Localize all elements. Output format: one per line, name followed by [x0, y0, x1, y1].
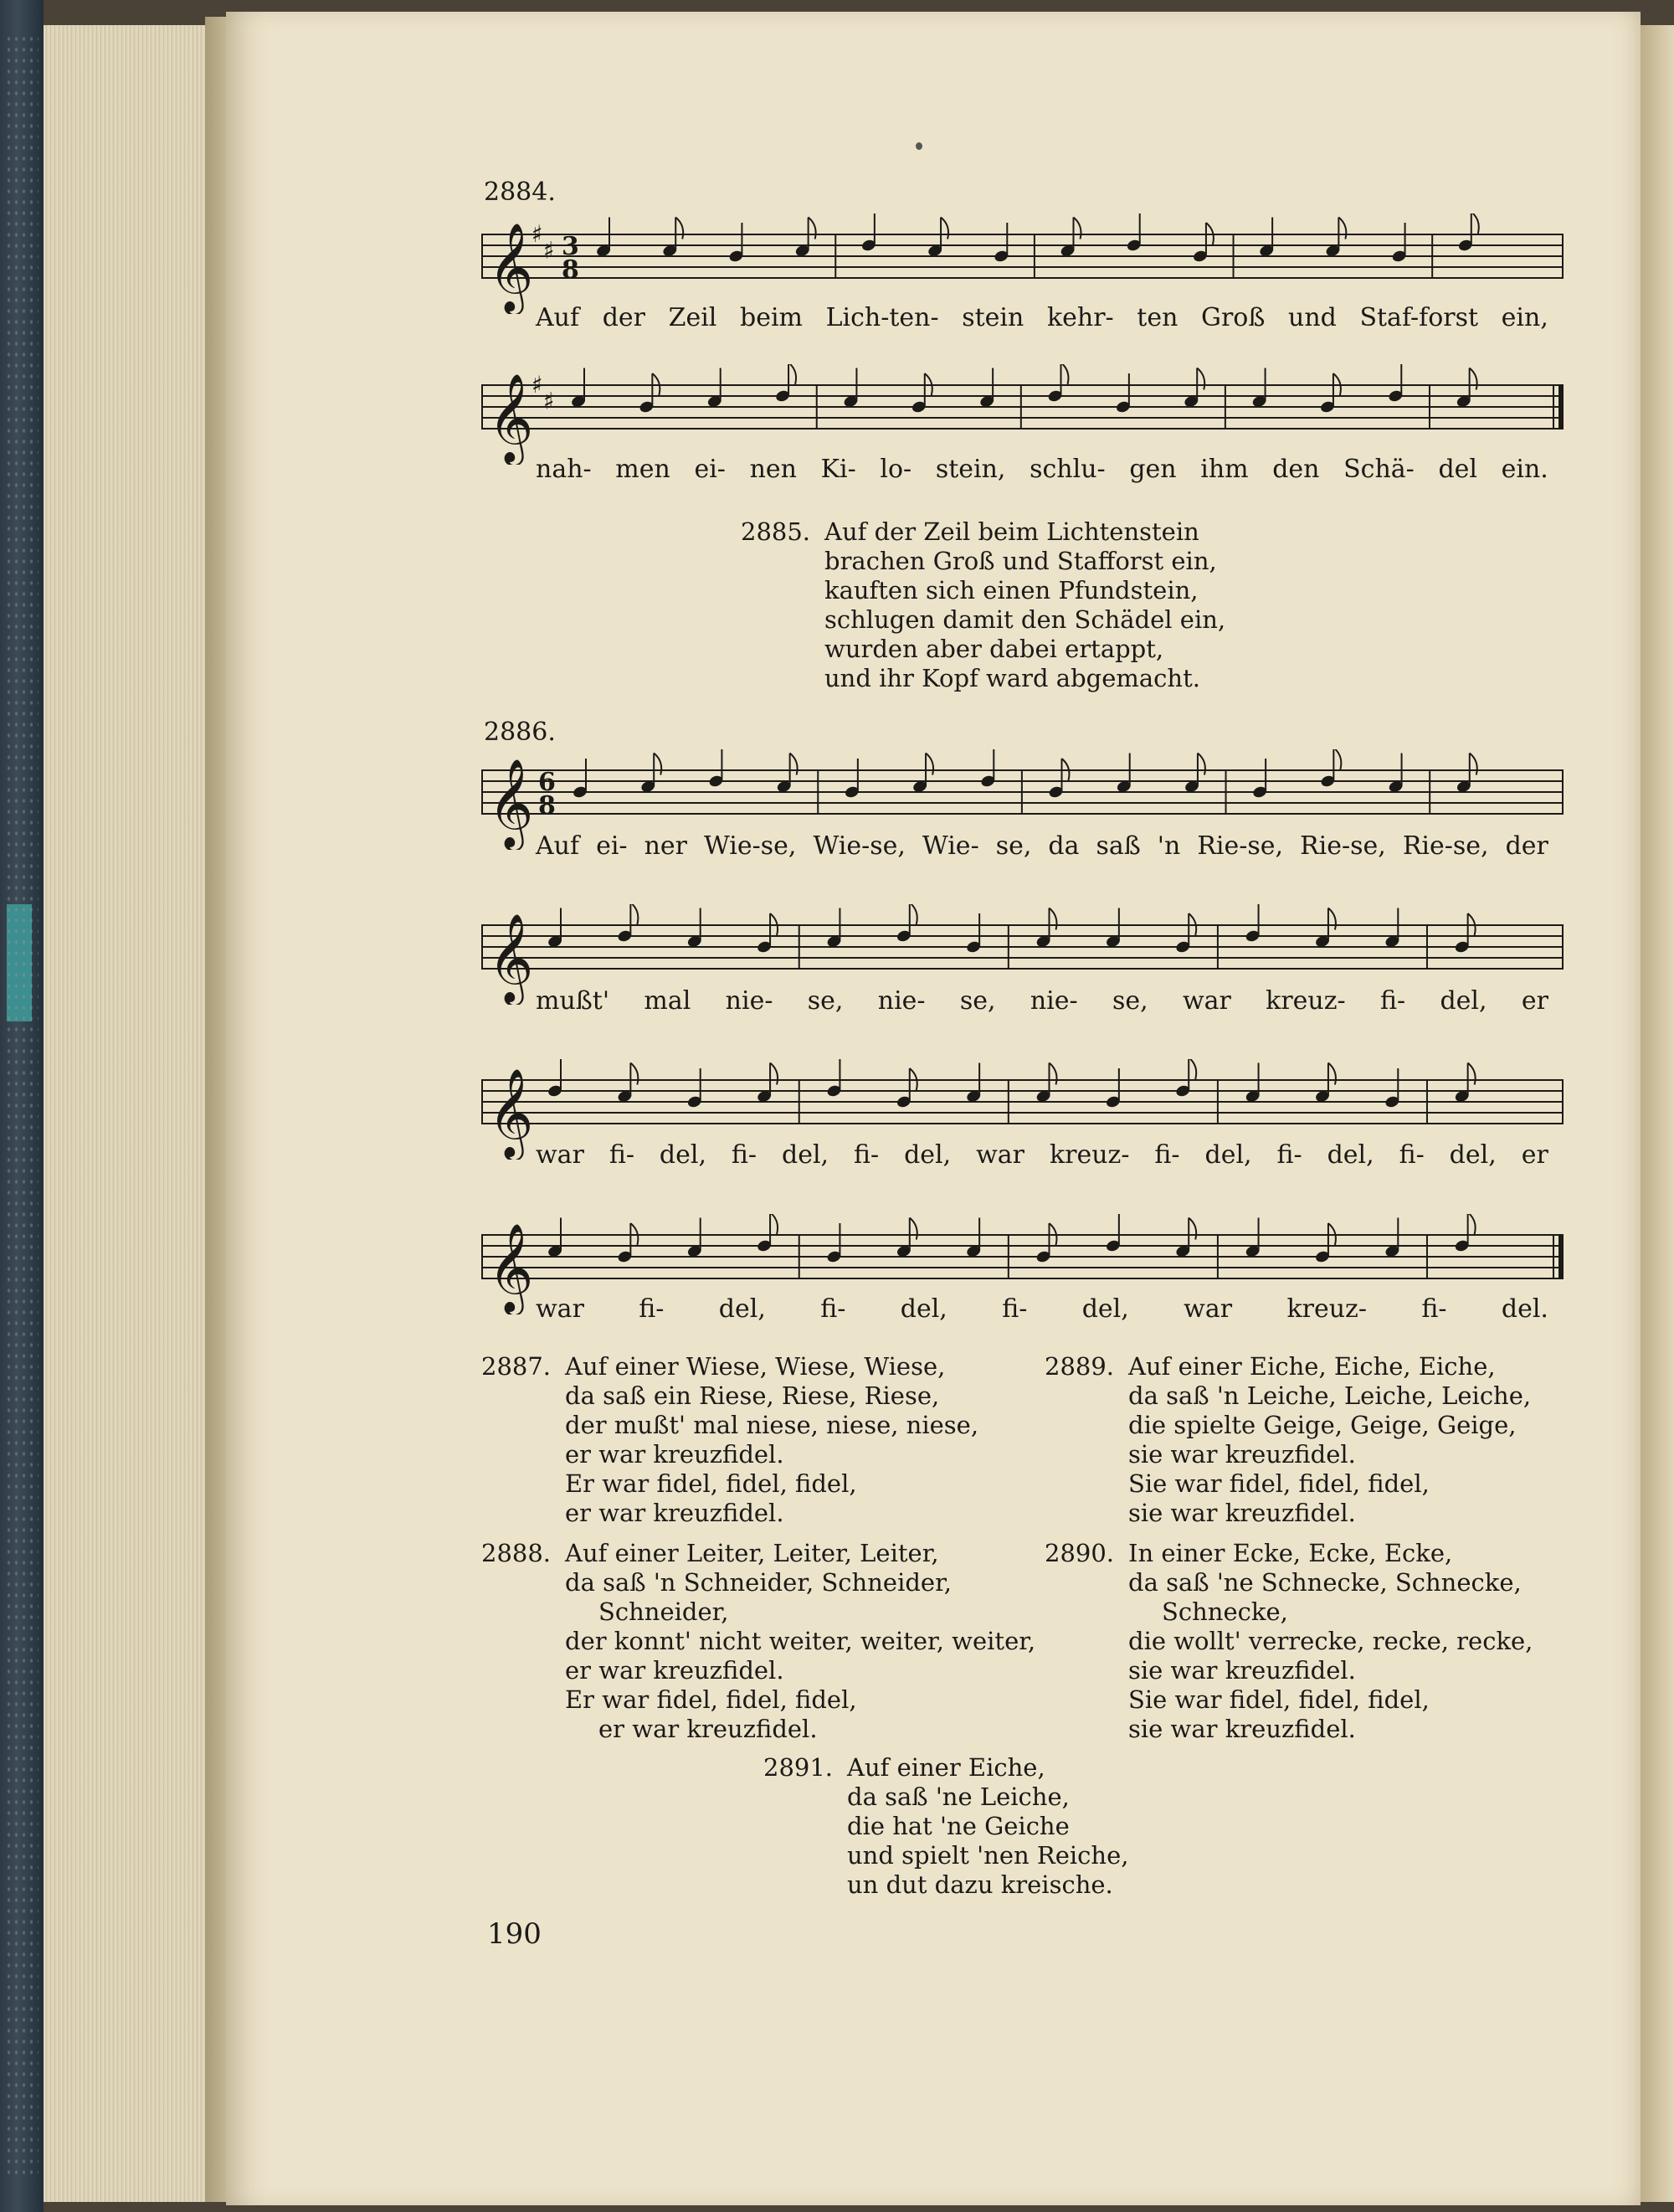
lyric-syllable: der: [1505, 831, 1548, 861]
note-flag: [910, 1218, 917, 1240]
verse-line: er war kreuzfidel.: [565, 1656, 784, 1685]
lyric-syllable: fi-: [854, 1140, 880, 1170]
treble-clef: 𝄞: [488, 373, 534, 462]
lyric-syllable: del,: [718, 1294, 766, 1324]
lyrics-line: [536, 303, 1548, 332]
note-flag: [926, 754, 933, 775]
music-staff-2884-2: [481, 364, 1569, 465]
note-flag: [1470, 368, 1477, 390]
verse-line: sie war kreuzfidel.: [1128, 1499, 1356, 1527]
lyric-syllable: Groß: [1201, 303, 1266, 332]
lyric-syllable: nie-: [877, 986, 926, 1016]
verse-line: da saß 'ne Schnecke, Schnecke,: [1128, 1568, 1522, 1597]
lyric-syllable: und: [1288, 303, 1337, 332]
sharp-sign: ♯: [531, 371, 543, 399]
lyric-syllable: del.: [1501, 1294, 1548, 1324]
verse-line: er war kreuzfidel.: [565, 1499, 784, 1527]
note-flag: [654, 754, 661, 775]
lyric-syllable: nah-: [536, 455, 592, 484]
lyric-syllable: del,: [1204, 1140, 1252, 1170]
lyric-syllable: war: [536, 1140, 584, 1170]
note-flag: [630, 904, 638, 924]
lyric-syllable: Wie-se,: [703, 831, 797, 861]
lyric-syllable: stein,: [935, 455, 1006, 484]
verse-line: Auf einer Wiese, Wiese, Wiese,: [565, 1352, 946, 1381]
lyric-syllable: fi-: [1399, 1140, 1425, 1170]
verse-line: Sie war fidel, fidel, fidel,: [1128, 1469, 1430, 1498]
lyric-syllable: Lich-ten-: [825, 303, 939, 332]
verse-lines: [565, 1539, 1035, 1744]
lyric-syllable: mußt': [536, 986, 610, 1016]
lyric-syllable: del: [1438, 455, 1478, 484]
printed-dot: [916, 142, 922, 150]
lyric-syllable: Auf: [536, 831, 580, 861]
lyric-syllable: war: [976, 1140, 1025, 1170]
lyric-syllable: men: [615, 455, 670, 484]
lyric-syllable: schlu-: [1030, 455, 1106, 484]
verse-number: 2889.: [1045, 1352, 1115, 1381]
time-signature-top: 6: [538, 768, 556, 797]
song-number-2884: 2884.: [484, 177, 556, 207]
lyric-syllable: kehr-: [1046, 303, 1114, 332]
lyric-syllable: mal: [644, 986, 691, 1016]
time-signature-bottom: 8: [538, 791, 556, 820]
verse-line: sie war kreuzfidel.: [1128, 1715, 1356, 1743]
note-flag: [1328, 1063, 1336, 1085]
treble-clef: 𝄞: [488, 913, 534, 1002]
lyric-syllable: 'n: [1157, 831, 1181, 861]
lyric-syllable: Rie-se,: [1300, 831, 1386, 861]
verse-line: Er war fidel, fidel, fidel,: [565, 1685, 857, 1714]
lyric-syllable: Zeil: [668, 303, 717, 332]
verse-line: da saß 'n Schneider, Schneider,: [565, 1568, 952, 1597]
note-flag: [1061, 364, 1069, 384]
lyric-syllable: fi-: [731, 1140, 757, 1170]
sharp-sign: ♯: [531, 220, 543, 248]
lyric-syllable: er: [1521, 1140, 1548, 1170]
verse-line: Schnecke,: [1162, 1597, 1288, 1626]
verse-line: kauften sich einen Pfundstein,: [824, 576, 1199, 604]
verse-number: 2887.: [481, 1352, 552, 1381]
note-flag: [770, 1214, 778, 1234]
lyric-syllable: beim: [739, 303, 803, 332]
verse-line: und spielt 'nen Reiche,: [847, 1841, 1129, 1870]
time-signature-bottom: 8: [562, 255, 579, 285]
verse-line: die spielte Geige, Geige, Geige,: [1128, 1411, 1517, 1439]
treble-clef: 𝄞: [488, 758, 534, 847]
lyrics-line: [536, 1294, 1548, 1324]
note-flag: [1189, 1218, 1196, 1240]
note-flag: [1468, 1063, 1476, 1085]
verse-2888: [481, 1539, 1036, 1744]
note-flag: [910, 904, 917, 924]
verse-number: 2888.: [481, 1539, 552, 1567]
lyric-syllable: kreuz-: [1286, 1294, 1367, 1324]
lyric-syllable: se,: [1112, 986, 1148, 1016]
verse-line: da saß ein Riese, Riese, Riese,: [565, 1381, 940, 1410]
verse-lines: [824, 517, 1225, 693]
note-flag: [675, 218, 683, 239]
verse-line: der mußt' mal niese, niese, niese,: [565, 1411, 979, 1439]
treble-clef: 𝄞: [488, 1222, 534, 1312]
verse-2885: [741, 517, 1226, 693]
lyrics-line: [536, 986, 1548, 1016]
note-flag: [1197, 368, 1204, 390]
note-flag: [1338, 218, 1346, 239]
music-staff-2884-1: [481, 213, 1569, 314]
verse-line: der konnt' nicht weiter, weiter, weiter,: [565, 1627, 1036, 1655]
lyric-syllable: saß: [1096, 831, 1141, 861]
lyric-syllable: der: [602, 303, 645, 332]
lyric-syllable: fi-: [1421, 1294, 1447, 1324]
lyric-syllable: ner: [644, 831, 687, 861]
verse-lines: [1128, 1352, 1531, 1528]
verse-lines: [1128, 1539, 1533, 1744]
verse-line: und ihr Kopf ward abgemacht.: [824, 664, 1200, 692]
note-flag: [1050, 908, 1057, 930]
treble-clef: 𝄞: [488, 222, 534, 311]
lyric-syllable: war: [1184, 1294, 1233, 1324]
verse-line: Sie war fidel, fidel, fidel,: [1128, 1685, 1430, 1714]
verse-line: er war kreuzfidel.: [565, 1440, 784, 1469]
lyric-syllable: Staf-forst: [1359, 303, 1479, 332]
lyric-syllable: nen: [749, 455, 797, 484]
verse-number: 2890.: [1045, 1539, 1115, 1567]
page-edges: [44, 25, 226, 2202]
verse-line: er war kreuzfidel.: [598, 1715, 818, 1743]
lyric-syllable: fi-: [639, 1294, 665, 1324]
note-flag: [1471, 213, 1479, 234]
verse-line: Schneider,: [598, 1597, 729, 1626]
verse-line: Auf einer Leiter, Leiter, Leiter,: [565, 1539, 939, 1567]
verse-2889: [1045, 1352, 1532, 1528]
note-flag: [1074, 218, 1081, 239]
lyric-syllable: ei-: [596, 831, 628, 861]
lyric-syllable: del,: [904, 1140, 952, 1170]
song-number-2886: 2886.: [484, 718, 556, 747]
verse-line: da saß 'n Leiche, Leiche, Leiche,: [1128, 1381, 1532, 1410]
sharp-sign: ♯: [543, 236, 555, 265]
lyric-syllable: del,: [782, 1140, 829, 1170]
note-flag: [1470, 754, 1477, 775]
lyric-syllable: kreuz-: [1049, 1140, 1130, 1170]
lyric-syllable: del,: [900, 1294, 947, 1324]
verse-line: In einer Ecke, Ecke, Ecke,: [1128, 1539, 1453, 1567]
lyric-syllable: war: [536, 1294, 584, 1324]
lyric-syllable: gen: [1129, 455, 1177, 484]
lyrics-line: [536, 831, 1548, 861]
note-flag: [788, 364, 796, 384]
note-flag: [809, 218, 816, 239]
verse-line: sie war kreuzfidel.: [1128, 1440, 1356, 1469]
lyric-syllable: del,: [1081, 1294, 1129, 1324]
note-flag: [1328, 908, 1336, 930]
verse-lines: [565, 1352, 978, 1528]
verse-lines: [847, 1753, 1128, 1900]
lyric-syllable: den: [1272, 455, 1320, 484]
lyric-syllable: Ki-: [820, 455, 856, 484]
lyric-syllable: da: [1048, 831, 1080, 861]
lyric-syllable: del,: [1327, 1140, 1374, 1170]
lyric-syllable: del,: [1449, 1140, 1497, 1170]
lyric-syllable: fi-: [608, 1140, 634, 1170]
verse-2891: [763, 1753, 1129, 1900]
lyric-syllable: nie-: [1030, 986, 1078, 1016]
verse-line: Auf einer Eiche, Eiche, Eiche,: [1128, 1352, 1496, 1381]
note-flag: [1050, 1063, 1057, 1085]
verse-2887: [481, 1352, 979, 1528]
lyric-syllable: fi-: [1276, 1140, 1302, 1170]
page-number: 190: [487, 1917, 542, 1951]
lyrics-line: [536, 1140, 1548, 1170]
verse-line: Auf der Zeil beim Lichtenstein: [824, 517, 1199, 546]
verse-line: die wollt' verrecke, recke, recke,: [1128, 1627, 1533, 1655]
note-flag: [941, 218, 948, 239]
lyric-syllable: ei-: [694, 455, 726, 484]
lyric-syllable: er: [1521, 986, 1548, 1016]
verse-line: Auf einer Eiche,: [847, 1753, 1045, 1782]
verse-number: 2891.: [763, 1753, 834, 1782]
lyric-syllable: fi-: [1379, 986, 1406, 1016]
lyric-syllable: fi-: [820, 1294, 846, 1324]
lyric-syllable: ein,: [1501, 303, 1548, 332]
verse-2890: [1045, 1539, 1533, 1744]
verse-line: Er war fidel, fidel, fidel,: [565, 1469, 857, 1498]
lyric-syllable: se,: [995, 831, 1032, 861]
lyric-syllable: kreuz-: [1266, 986, 1346, 1016]
verse-line: sie war kreuzfidel.: [1128, 1656, 1356, 1685]
time-signature-top: 3: [562, 232, 579, 261]
note-flag: [630, 1063, 638, 1085]
verse-line: da saß 'ne Leiche,: [847, 1782, 1070, 1811]
lyric-syllable: Wie-se,: [813, 831, 906, 861]
note-flag: [790, 754, 798, 775]
note-flag: [1198, 754, 1205, 775]
lyric-syllable: se,: [959, 986, 996, 1016]
lyric-syllable: del,: [659, 1140, 706, 1170]
note-flag: [1468, 1214, 1476, 1234]
verse-line: die hat 'ne Geiche: [847, 1812, 1070, 1840]
verse-number: 2885.: [741, 517, 811, 546]
lyric-syllable: Rie-se,: [1402, 831, 1489, 861]
right-page-edge: [1636, 25, 1674, 2202]
sharp-sign: ♯: [543, 387, 555, 415]
lyric-syllable: lo-: [880, 455, 912, 484]
lyric-syllable: Wie-: [922, 831, 979, 861]
lyrics-line: [536, 455, 1548, 484]
lyric-syllable: ihm: [1200, 455, 1249, 484]
note-flag: [1333, 749, 1341, 769]
lyric-syllable: Schä-: [1343, 455, 1415, 484]
verse-line: schlugen damit den Schädel ein,: [824, 605, 1226, 634]
treble-clef: 𝄞: [488, 1067, 534, 1157]
lyric-syllable: fi-: [1154, 1140, 1180, 1170]
lyric-syllable: se,: [807, 986, 844, 1016]
lyric-syllable: war: [1182, 986, 1231, 1016]
lyric-syllable: ten: [1137, 303, 1178, 332]
note-flag: [770, 1063, 778, 1085]
note-flag: [1189, 1059, 1196, 1079]
lyric-syllable: del,: [1440, 986, 1487, 1016]
verse-line: un dut dazu kreische.: [847, 1870, 1113, 1899]
lyric-syllable: nie-: [725, 986, 773, 1016]
lyric-syllable: Rie-se,: [1197, 831, 1284, 861]
book-binding: [0, 0, 44, 2212]
lyric-syllable: stein: [962, 303, 1024, 332]
lyric-syllable: fi-: [1002, 1294, 1028, 1324]
lyric-syllable: ein.: [1501, 455, 1548, 484]
verse-line: wurden aber dabei ertappt,: [824, 635, 1164, 663]
verse-line: brachen Groß und Stafforst ein,: [824, 547, 1217, 575]
lyric-syllable: Auf: [536, 303, 580, 332]
